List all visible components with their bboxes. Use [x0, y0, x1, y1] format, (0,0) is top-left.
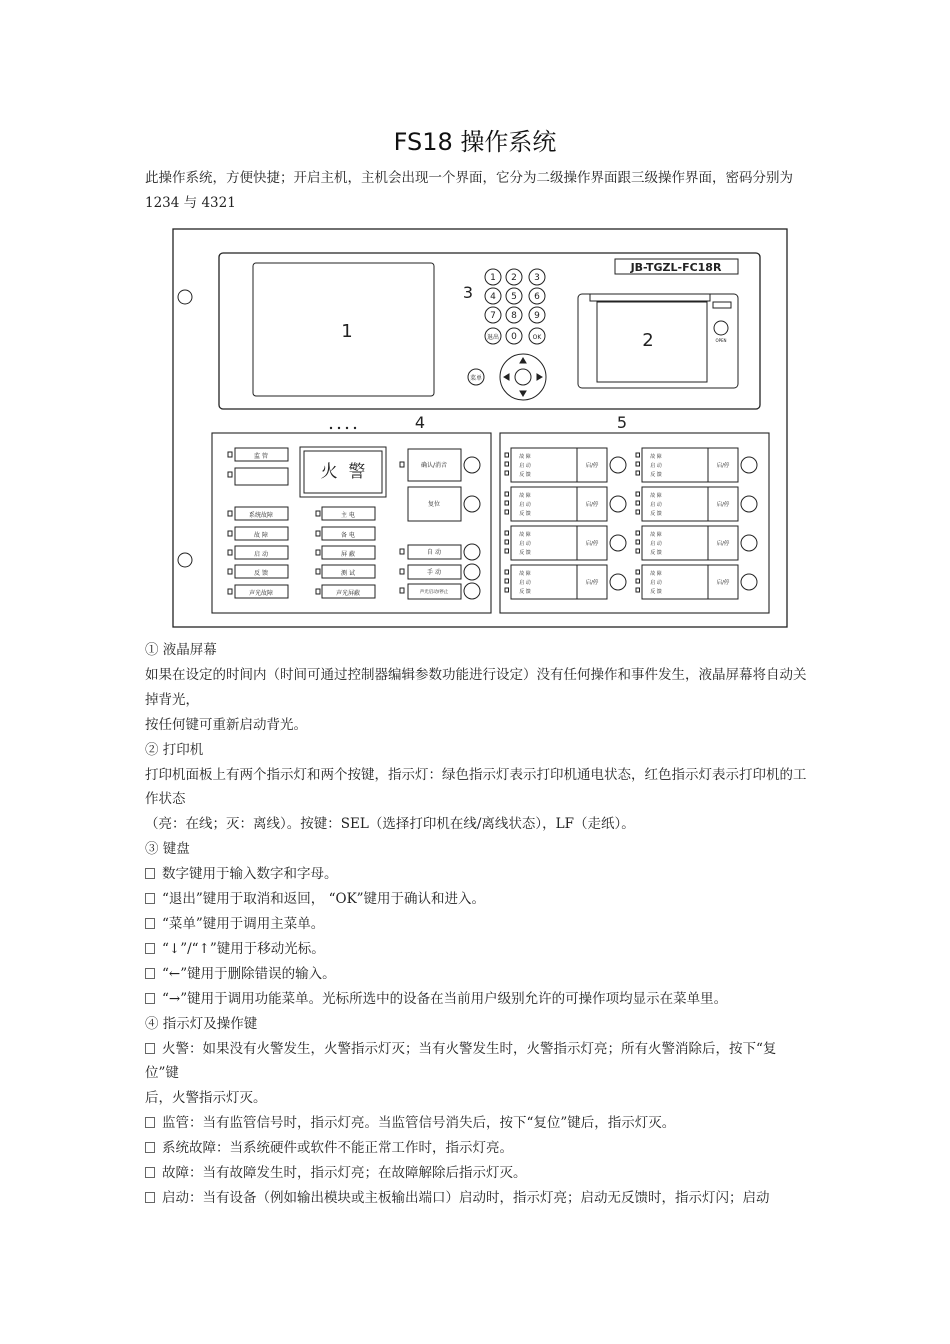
bullet-item: [145, 987, 810, 1012]
indicator-label: 监 管: [254, 453, 268, 460]
keypad-key-label: 4: [490, 292, 496, 302]
zone-start-stop-button[interactable]: [741, 496, 757, 512]
status-led: [505, 501, 509, 505]
bullet-box-icon: [145, 1192, 155, 1203]
direction-pad-inner: [515, 369, 531, 385]
indicator-label: 启 动: [254, 551, 268, 558]
zone-status-label: 故 障: [519, 532, 531, 538]
fire-label: 火 警: [320, 462, 366, 482]
indicator-label: 声光屏蔽: [335, 590, 361, 597]
status-led: [636, 531, 640, 535]
keypad-key-label: OK: [532, 334, 542, 341]
cabinet-frame: [173, 229, 787, 627]
document-body: [145, 638, 810, 1211]
text: “菜单”键用于调用主菜单。: [162, 915, 325, 932]
text: 打印机面板上有两个指示灯和两个按键，指示灯：绿色指示灯表示打印机通电状态，红色指示灯表示打印机的工作状态: [145, 766, 807, 808]
control-button[interactable]: [464, 583, 480, 599]
intro-paragraph: 此操作系统，方便快捷；开启主机，主机会出现一个界面，它分为二级操作界面跟三级操作界面，密码分别为1234 与 4321: [145, 170, 793, 211]
mid-indicator-column: [316, 507, 375, 598]
status-led: [228, 472, 232, 477]
section-heading: [145, 638, 810, 663]
zone-start-stop-button[interactable]: [741, 574, 757, 590]
keypad-key-label: 7: [490, 311, 496, 321]
callout-4: 4: [414, 413, 426, 432]
text: 后，火警指示灯灭。: [145, 1090, 267, 1107]
left-arrow-icon: [504, 374, 509, 380]
zone-start-stop-button[interactable]: [741, 535, 757, 551]
menu-key-label: 菜单: [469, 375, 483, 382]
zone-start-stop-button[interactable]: [610, 457, 626, 473]
control-button-column: [400, 449, 480, 599]
status-led: [636, 510, 640, 514]
text: ① 液晶屏幕: [145, 642, 217, 658]
bullet-item: [145, 1037, 810, 1087]
indicator-label: 主 电: [341, 512, 355, 519]
status-led: [316, 589, 320, 594]
zone-button-label: 启/停: [585, 580, 599, 586]
bullet-box-icon: [145, 918, 155, 929]
mount-hole-bottom: [178, 553, 192, 567]
lcd-screen-label: 1: [341, 321, 353, 342]
zone-status-label: 故 障: [650, 454, 662, 460]
control-button[interactable]: [464, 564, 480, 580]
text: “↓”/“↑”键用于移动光标。: [162, 940, 325, 957]
status-led: [505, 570, 509, 574]
indicator-label: 屏 蔽: [341, 551, 355, 558]
status-led: [400, 462, 404, 467]
zone-status-label: 反 馈: [650, 472, 662, 478]
zone-panel: [500, 433, 769, 613]
status-led: [228, 531, 232, 536]
indicator-label: 系统故障: [248, 512, 274, 519]
bullet-item: [145, 1111, 810, 1136]
status-led: [400, 569, 404, 574]
keypad-key-label: 8: [511, 311, 517, 321]
bullet-box-icon: [145, 943, 155, 954]
zone-start-stop-button[interactable]: [741, 457, 757, 473]
zone-grid: [505, 448, 757, 599]
status-led: [228, 569, 232, 574]
zone-status-label: 反 馈: [650, 511, 662, 517]
zone-status-label: 反 馈: [650, 550, 662, 556]
bullet-box-icon: [145, 868, 155, 879]
keypad-key-label: 0: [511, 332, 517, 342]
paragraph: [145, 812, 810, 837]
text: ③ 键盘: [145, 841, 190, 858]
zone-status-label: 启 动: [519, 580, 531, 586]
keypad: [485, 269, 545, 344]
section-heading: [145, 837, 810, 862]
panel-diagram: [0, 0, 950, 640]
bullet-item: [145, 887, 810, 912]
text: 系统故障：当系统硬件或软件不能正常工作时，指示灯亮。: [162, 1140, 513, 1157]
bullet-box-icon: [145, 1167, 155, 1178]
status-led: [316, 550, 320, 555]
page-title: FS18 操作系统: [393, 128, 557, 156]
text: 故障：当有故障发生时，指示灯亮；在故障解除后指示灯灭。: [162, 1165, 527, 1182]
zone-status-label: 反 馈: [519, 550, 531, 556]
status-led: [505, 531, 509, 535]
zone-status-label: 启 动: [519, 541, 531, 547]
indicator-label: 故 障: [254, 532, 268, 539]
control-button[interactable]: [464, 457, 480, 473]
keypad-key-label: 退出: [486, 334, 500, 341]
status-led: [636, 549, 640, 553]
status-led: [636, 540, 640, 544]
zone-start-stop-button[interactable]: [610, 535, 626, 551]
zone-status-label: 启 动: [650, 580, 662, 586]
printer-indicator: [713, 302, 731, 308]
status-led: [636, 501, 640, 505]
control-button-label: 复位: [427, 501, 441, 508]
text: “→”键用于调用功能菜单。光标所选中的设备在当前用户级别允许的可操作项均显示在菜单里。: [162, 990, 728, 1007]
keypad-key-label: 3: [534, 273, 540, 283]
section-heading: [145, 1012, 810, 1037]
section-heading: [145, 738, 810, 763]
zone-status-label: 反 馈: [519, 511, 531, 517]
control-button[interactable]: [464, 496, 480, 512]
zone-status-label: 故 障: [519, 454, 531, 460]
status-led: [228, 511, 232, 516]
bullet-box-icon: [145, 1142, 155, 1153]
zone-button-label: 启/停: [716, 502, 730, 508]
indicator-label: 备 电: [341, 532, 355, 539]
zone-status-label: 反 馈: [519, 472, 531, 478]
printer-label: 2: [642, 330, 654, 351]
zone-status-label: 故 障: [519, 571, 531, 577]
zone-start-stop-button[interactable]: [610, 574, 626, 590]
text: 监管：当有监管信号时，指示灯亮。当监管信号消失后，按下“复位”键后，指示灯灭。: [162, 1115, 676, 1132]
indicator-label: 反 馈: [254, 570, 268, 577]
callout-3: 3: [462, 283, 474, 302]
zone-button-label: 启/停: [716, 541, 730, 547]
zone-status-label: 反 馈: [650, 589, 662, 595]
model-label: JB-TGZL-FC18R: [630, 261, 722, 274]
status-led: [228, 589, 232, 594]
text: ② 打印机: [145, 741, 204, 758]
left-indicator-column: [228, 448, 288, 598]
status-led: [505, 579, 509, 583]
status-led: [505, 492, 509, 496]
keypad-key-label: 9: [534, 311, 540, 321]
status-led: [636, 453, 640, 457]
status-led: [505, 549, 509, 553]
paragraph: [145, 663, 810, 713]
text: 按任何键可重新启动背光。: [145, 716, 307, 733]
zone-status-label: 故 障: [519, 493, 531, 499]
keypad-key-label: 6: [534, 292, 540, 302]
zone-button-label: 启/停: [716, 580, 730, 586]
indicator-panel: [212, 433, 491, 613]
text: ④ 指示灯及操作键: [145, 1015, 258, 1032]
status-led: [505, 510, 509, 514]
zone-status-label: 反 馈: [519, 589, 531, 595]
text: （亮：在线；灭：离线）。按键：SEL（选择打印机在线/离线状态），LF（走纸）。: [145, 816, 635, 833]
text: 数字键用于输入数字和字母。: [162, 866, 338, 883]
text: 启动：当有设备（例如输出模块或主板输出端口）启动时，指示灯亮；启动无反馈时，指示灯闪；启动: [162, 1189, 770, 1206]
control-button-label: 自 动: [427, 549, 441, 556]
bullet-item: [145, 912, 810, 937]
status-led: [316, 569, 320, 574]
keypad-key-label: 5: [511, 292, 517, 302]
status-led: [636, 471, 640, 475]
keypad-key-label: 1: [490, 273, 496, 283]
status-led: [636, 579, 640, 583]
bullet-box-icon: [145, 968, 155, 979]
bullet-item: [145, 1186, 810, 1211]
printer-open-button[interactable]: [714, 321, 728, 335]
indicator-label: 声光故障: [248, 590, 274, 597]
status-led: [636, 492, 640, 496]
paragraph: [145, 1086, 810, 1111]
bullet-item: [145, 962, 810, 987]
zone-button-label: 启/停: [716, 463, 730, 469]
text: “退出”键用于取消和返回， “OK”键用于确认和进入。: [162, 891, 486, 908]
zone-button-label: 启/停: [585, 502, 599, 508]
status-led: [228, 452, 232, 457]
status-led: [316, 531, 320, 536]
text: “←”键用于删除错误的输入。: [162, 965, 336, 982]
status-led: [505, 588, 509, 592]
control-button-label: 手 动: [427, 569, 441, 576]
up-arrow-icon: [520, 358, 526, 363]
control-button[interactable]: [464, 544, 480, 560]
zone-button-label: 启/停: [585, 463, 599, 469]
keypad-key-label: 2: [511, 273, 517, 283]
status-led: [228, 550, 232, 555]
status-led: [400, 549, 404, 554]
right-arrow-icon: [537, 374, 542, 380]
zone-button-label: 启/停: [585, 541, 599, 547]
indicator-label: 测 试: [341, 570, 355, 577]
status-led: [636, 588, 640, 592]
zone-status-label: 启 动: [650, 463, 662, 469]
zone-status-label: 故 障: [650, 571, 662, 577]
zone-status-label: 故 障: [650, 532, 662, 538]
zone-status-label: 启 动: [519, 463, 531, 469]
printer-open-label: OPEN: [715, 338, 727, 343]
zone-status-label: 启 动: [650, 502, 662, 508]
printer-slot: [590, 294, 710, 301]
status-led: [505, 453, 509, 457]
zone-status-label: 故 障: [650, 493, 662, 499]
bullet-item: [145, 1161, 810, 1186]
status-led: [636, 570, 640, 574]
bullet-item: [145, 862, 810, 887]
bullet-box-icon: [145, 1117, 155, 1128]
bullet-box-icon: [145, 1043, 155, 1054]
paragraph: [145, 763, 810, 813]
bullet-box-icon: [145, 893, 155, 904]
callout-5: 5: [616, 413, 628, 432]
paragraph: [145, 713, 810, 738]
status-led: [400, 588, 404, 593]
indicator-label-box: [235, 468, 288, 485]
text: 如果在设定的时间内（时间可通过控制器编辑参数功能进行设定）没有任何操作和事件发生，液晶屏幕将自动关掉背光，: [145, 666, 807, 708]
down-arrow-icon: [520, 391, 526, 396]
decorative-dots: [330, 427, 356, 429]
bullet-item: [145, 1136, 810, 1161]
status-led: [505, 462, 509, 466]
control-button-label: 声光启动/停止: [419, 590, 449, 595]
mount-hole-top: [178, 290, 192, 304]
bullet-box-icon: [145, 993, 155, 1004]
zone-status-label: 启 动: [650, 541, 662, 547]
zone-status-label: 启 动: [519, 502, 531, 508]
control-button-label: 确认/消音: [420, 462, 448, 469]
status-led: [316, 511, 320, 516]
status-led: [505, 471, 509, 475]
zone-start-stop-button[interactable]: [610, 496, 626, 512]
status-led: [636, 462, 640, 466]
status-led: [505, 540, 509, 544]
bullet-item: [145, 937, 810, 962]
text: 火警：如果没有火警发生，火警指示灯灭；当有火警发生时，火警指示灯亮；所有火警消除后，按下“复位”键: [145, 1040, 777, 1082]
